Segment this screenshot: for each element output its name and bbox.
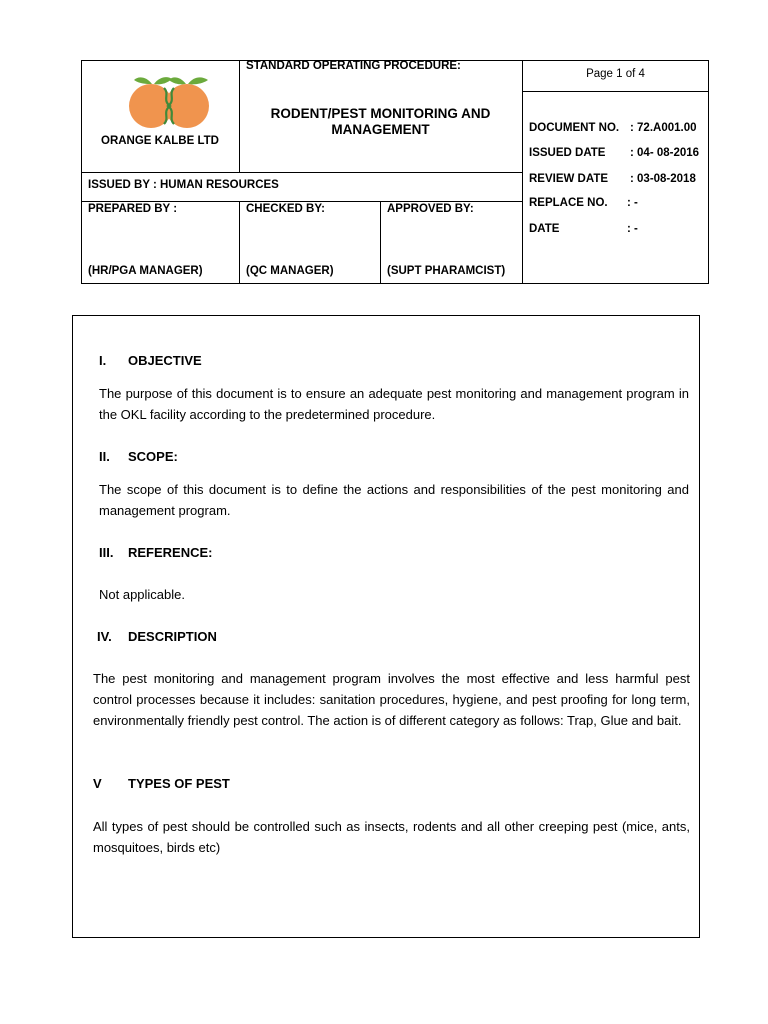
table-border-bottom [81,283,709,284]
meta-value: : 04- 08-2016 [630,147,700,159]
section-title: SCOPE: [128,449,178,464]
section-number: I. [99,353,107,368]
meta-value: : 03-08-2018 [630,173,696,185]
meta-value: : - [627,197,638,209]
section-title: TYPES OF PEST [128,776,230,791]
table-border-left [81,60,82,284]
section-number: II. [99,449,110,464]
checked-by-label: CHECKED BY: [246,203,326,215]
table-rule [522,60,523,284]
section-title: REFERENCE: [128,545,213,560]
section-text-objective: The purpose of this document is to ensure an adequate pest monitoring and management program in the OKL facility according to the predetermined procedure. [99,386,689,422]
meta-value: : - [627,223,638,235]
document-title [239,106,522,138]
meta-key: DATE [529,223,560,235]
meta-key: DOCUMENT NO. [529,122,620,134]
company-logo [124,74,216,130]
approved-by-role: (SUPT PHARAMCIST) [387,265,506,277]
meta-key: REVIEW DATE [529,173,609,185]
section-text-description: The pest monitoring and management program involves the most effective and less harmful pest control processes because it includes: sanitation procedures, hygiene, and pest proofing for long term, environmentally friendly pest control. The action is of different category as follows: Trap, Glue and bait. [93,671,690,728]
page-indicator: Page 1 of 4 [586,68,645,80]
issued-by: ISSUED BY : HUMAN RESOURCES [88,179,279,191]
table-rule [81,201,522,202]
prepared-by-label: PREPARED BY : [88,203,178,215]
section-number: IV. [97,629,112,644]
title-line: MANAGEMENT [331,122,430,137]
checked-by-role: (QC MANAGER) [246,265,334,277]
table-border-right [708,60,709,284]
approved-by-label: APPROVED BY: [387,203,474,215]
document-body [72,315,700,938]
section-text-types-of-pest: All types of pest should be controlled such as insects, rodents and all other creeping pest (mice, ants, mosquitoes, birds etc) [93,819,690,855]
section-text-reference: Not applicable. [99,587,185,602]
meta-key: ISSUED DATE [529,147,606,159]
section-title: DESCRIPTION [128,629,217,644]
leaf-icon [154,77,172,84]
leaf-icon [188,77,208,84]
section-title: OBJECTIVE [128,353,202,368]
section-number: III. [99,545,114,560]
company-name: ORANGE KALBE LTD [101,135,219,147]
table-rule [81,172,522,173]
title-line: RODENT/PEST MONITORING AND [270,106,491,121]
section-text-scope: The scope of this document is to define the actions and responsibilities of the pest monitoring and management program. [99,482,689,518]
prepared-by-role: (HR/PGA MANAGER) [88,265,203,277]
leaf-icon [169,77,186,84]
table-rule [522,91,709,92]
table-rule [239,201,240,284]
table-rule [380,201,381,284]
section-number: V [93,776,102,791]
meta-key: REPLACE NO. [529,197,608,209]
meta-value: : 72.A001.00 [630,122,697,134]
leaf-icon [134,77,152,84]
sop-label: STANDARD OPERATING PROCEDURE: [246,60,461,72]
